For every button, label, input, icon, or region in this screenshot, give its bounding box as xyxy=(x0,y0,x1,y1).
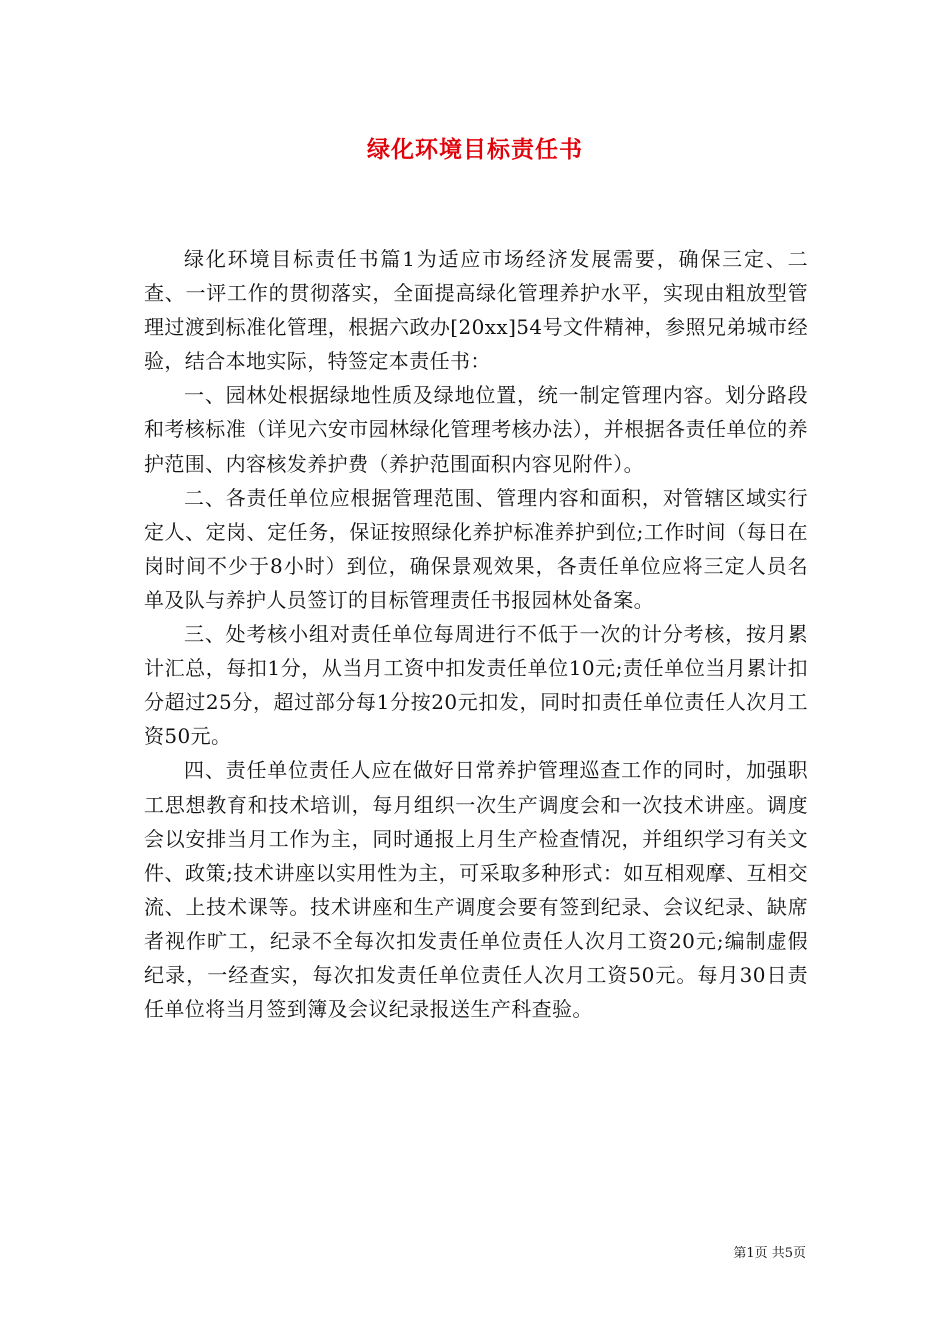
document-body xyxy=(144,242,808,1026)
paragraph-clause-2: 二、各责任单位应根据管理范围、管理内容和面积，对管辖区域实行定人、定岗、定任务，保证按照绿化养护标准养护到位;工作时间（每日在岗时间不少于8小时）到位，确保景观效果，各责任单位应将三定人员名单及队与养护人员签订的目标管理责任书报园林处备案。 xyxy=(144,485,808,612)
paragraph-clause-4: 四、责任单位责任人应在做好日常养护管理巡查工作的同时，加强职工思想教育和技术培训，每月组织一次生产调度会和一次技术讲座。调度会以安排当月工作为主，同时通报上月生产检查情况，并组织学习有关文件、政策;技术讲座以实用性为主，可采取多种形式：如互相观摩、互相交流、上技术课等。技术讲座和生产调度会要有签到纪录、会议纪录、缺席者视作旷工，纪录不全每次扣发责任单位责任人次月工资20元;编制虚假纪录，一经查实，每次扣发责任单位责任人次月工资50元。每月30日责任单位将当月签到簿及会议纪录报送生产科查验。 xyxy=(144,758,808,1022)
paragraph-intro: 绿化环境目标责任书篇1为适应市场经济发展需要，确保三定、二查、一评工作的贯彻落实，全面提高绿化管理养护水平，实现由粗放型管理过渡到标准化管理，根据六政办[20xx]54号文件精神，参照兄弟城市经验，结合本地实际，特签定本责任书： xyxy=(144,247,808,374)
paragraph-clause-1: 一、园林处根据绿地性质及绿地位置，统一制定管理内容。划分路段和考核标准（详见六安市园林绿化管理考核办法），并根据各责任单位的养护范围、内容核发养护费（养护范围面积内容见附件）。 xyxy=(144,383,808,476)
document-title: 绿化环境目标责任书 xyxy=(367,136,583,163)
page-number-footer: 第1页 共5页 xyxy=(733,1246,806,1261)
paragraph-clause-3: 三、处考核小组对责任单位每周进行不低于一次的计分考核，按月累计汇总，每扣1分，从当月工资中扣发责任单位10元;责任单位当月累计扣分超过25分，超过部分每1分按20元扣发，同时扣责任单位责任人次月工资50元。 xyxy=(144,622,808,749)
